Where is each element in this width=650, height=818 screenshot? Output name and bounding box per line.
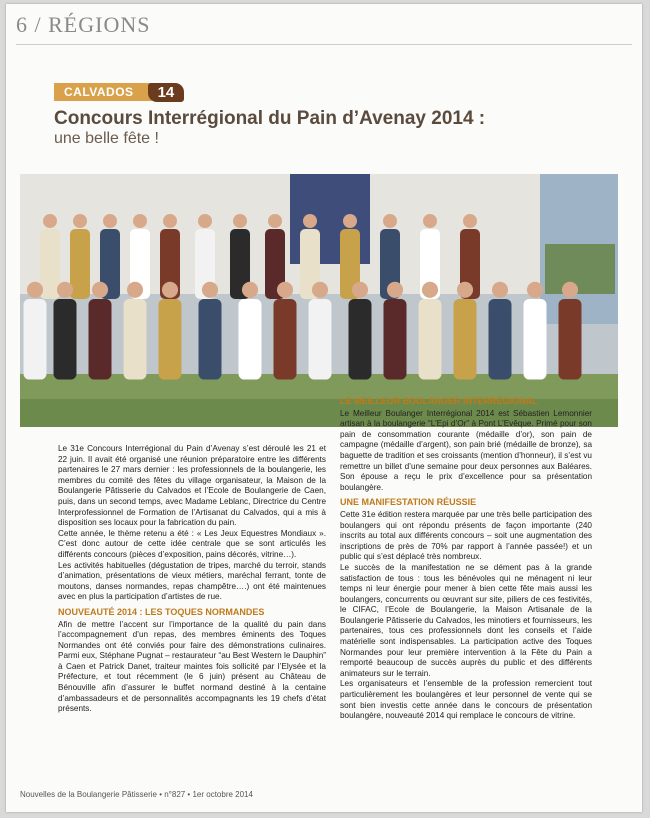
- person-head: [303, 214, 317, 228]
- person-head: [43, 214, 57, 228]
- person-head: [268, 214, 282, 228]
- person-figure: [384, 299, 407, 380]
- person-head: [233, 214, 247, 228]
- section-heading: LE MEILLEUR BOULANGER INTERRÉGIONAL: [340, 396, 538, 406]
- person-head: [312, 282, 328, 298]
- person-figure: [559, 299, 582, 380]
- left-column: [58, 444, 326, 715]
- person-figure: [199, 299, 222, 380]
- person-head: [383, 214, 397, 228]
- person-head: [198, 214, 212, 228]
- paragraph: Afin de mettre l’accent sur l’importance de la qualité du pain dans l’accompagnement d’un repas, des membres éminents des Toques Normandes ont été conviés pour faire des démonstrations culinaires. Parmi eux, Stéphane Pugnat – restaurateur “au Best Western le Dauphin” à Caen et Patrick Danet, traiteur maintes fois sollicité par l’Elysée et la Préfecture, et tout récemment (le 6 juin) présent au Château de Bénouville afin d’assurer le buffet normand destiné à la centaine d’ambassadeurs et de personnalités accompagnants les 19 chefs d’état présents.: [58, 619, 326, 714]
- page-footer: Nouvelles de la Boulangerie Pâtisserie • n°827 • 1er octobre 2014: [20, 790, 253, 799]
- magazine-page: [6, 4, 642, 812]
- person-figure: [349, 299, 372, 380]
- section-heading: NOUVEAUTÉ 2014 : LES TOQUES NORMANDES: [58, 606, 265, 617]
- paragraph: Cette année, le thème retenu a été : « Les Jeux Equestres Mondiaux ». C’est donc autour de cette idée centrale que se sont articulés les différents concours (pièces d’exposition, pains décorés, vitrine…).: [58, 528, 326, 559]
- region-tag: [54, 82, 184, 102]
- person-head: [423, 214, 437, 228]
- paragraph: Cette 31e édition restera marquée par une très belle participation des boulangers qui ont répondu présents de façon importante (240 inscrits au total aux différents concours – soit une augmentation des inscriptions de près de 70% par rapport à l’année passée!) et un public qui s’est déplacé très nombreux.: [340, 509, 592, 562]
- person-head: [163, 214, 177, 228]
- person-head: [387, 282, 403, 298]
- person-head: [202, 282, 218, 298]
- person-figure: [489, 299, 512, 380]
- person-head: [27, 282, 43, 298]
- group-photo: [20, 174, 618, 427]
- person-figure: [40, 229, 60, 299]
- person-head: [492, 282, 508, 298]
- person-figure: [89, 299, 112, 380]
- person-figure: [524, 299, 547, 380]
- person-figure: [159, 299, 182, 380]
- person-head: [352, 282, 368, 298]
- person-head: [127, 282, 143, 298]
- paragraph: Les organisateurs et l’ensemble de la profession remercient tout particulièrement les boulangères et leur personnel de vente qui se sont bien investis cette année dans le concours de présentation boulangère, nouveauté 2014 qui remplace le concours de vitrine.: [340, 679, 592, 721]
- person-figure: [124, 299, 147, 380]
- person-figure: [54, 299, 77, 380]
- person-head: [73, 214, 87, 228]
- person-head: [463, 214, 477, 228]
- region-number: 14: [148, 83, 185, 102]
- person-head: [277, 282, 293, 298]
- person-head: [527, 282, 543, 298]
- person-figure: [274, 299, 297, 380]
- person-head: [562, 282, 578, 298]
- group-photo-illustration: [20, 174, 618, 427]
- paragraph: Le 31e Concours Interrégional du Pain d’Avenay s’est déroulé les 21 et 22 juin. Il avait été organisé une réunion préparatoire entre les différents partenaires le 27 mars dernier : les professionnels de la boulangerie, les membres du comité des fêtes du village organisateur, la Maison de la Boulangerie Pâtisserie du Calvados et l’Ecole de Boulangerie de Caen, puis, dans un second temps, avec Madame Leblanc, Directrice du Centre Interprofessionnel de Formation de l’Artisanat du Calvados, qui a mis à disposition ses locaux pour la fabrication du pain.: [58, 444, 326, 528]
- person-figure: [239, 299, 262, 380]
- person-head: [422, 282, 438, 298]
- section-name: RÉGIONS: [48, 12, 151, 37]
- person-figure: [419, 299, 442, 380]
- region-label: CALVADOS: [54, 83, 152, 101]
- person-head: [92, 282, 108, 298]
- article-title: Concours Interrégional du Pain d’Avenay 2014 :: [54, 108, 486, 129]
- paragraph: Le succès de la manifestation ne se dément pas à la grande satisfaction de tous : tous les bénévoles qui ne ménagent ni leur temps ni leur énergie pour mener à bien cette fête mais aussi les boulangers, concurrents ou œuvrant sur site, piliers de ces festivités, le CIFAC, l’Ecole de Boulangerie, la Maison Artisanale de la Boulangerie Pâtisserie du Calvados, les minotiers et fournisseurs, les partenaires, tous ces professionnels dont les conseils et l’aide matérielle sont indispensables. La participation active des Toques Normandes pour leur première intervention à la Fête du Pain a remporté beaucoup de succès auprès du public et des différents animateurs sur le terrain.: [340, 562, 592, 678]
- person-figure: [24, 299, 47, 380]
- person-head: [242, 282, 258, 298]
- person-head: [133, 214, 147, 228]
- person-head: [457, 282, 473, 298]
- person-figure: [70, 229, 90, 299]
- paragraph: Le Meilleur Boulanger Interrégional 2014 est Sébastien Lemonnier artisan à la boulangerie “L’Epi d’Or” à Pont L’Evêque. Primé pour son pain de consommation courante (médaille d’or), son pain de campagne (médaille d’argent), son pain brié (médaille de bronze), sa baguette de tradition et ses croissants (mention d’honneur), il s’est vu remettre un billet d’une semaine pour deux personnes aux Baléares. Son épouse a reçu le prix d’excellence pour sa présentation boulangère.: [340, 408, 592, 492]
- page-number: 6: [16, 12, 28, 37]
- paragraph: Les activités habituelles (dégustation de tripes, marché du terroir, stands d’animation, présentations de vieux métiers, maréchal ferrant, tonte de moutons, danses normandes, repas champêtre….) ont été maintenues avec en plus la participation d’artistes de rue.: [58, 560, 326, 602]
- right-column: [340, 392, 592, 722]
- page-header: 6 / RÉGIONS: [16, 12, 151, 37]
- header-rule: [16, 44, 632, 45]
- section-heading: UNE MANIFESTATION RÉUSSIE: [340, 497, 477, 508]
- person-head: [162, 282, 178, 298]
- person-figure: [309, 299, 332, 380]
- article-subtitle: une belle fête !: [54, 130, 159, 147]
- person-head: [103, 214, 117, 228]
- person-figure: [454, 299, 477, 380]
- person-head: [343, 214, 357, 228]
- person-head: [57, 282, 73, 298]
